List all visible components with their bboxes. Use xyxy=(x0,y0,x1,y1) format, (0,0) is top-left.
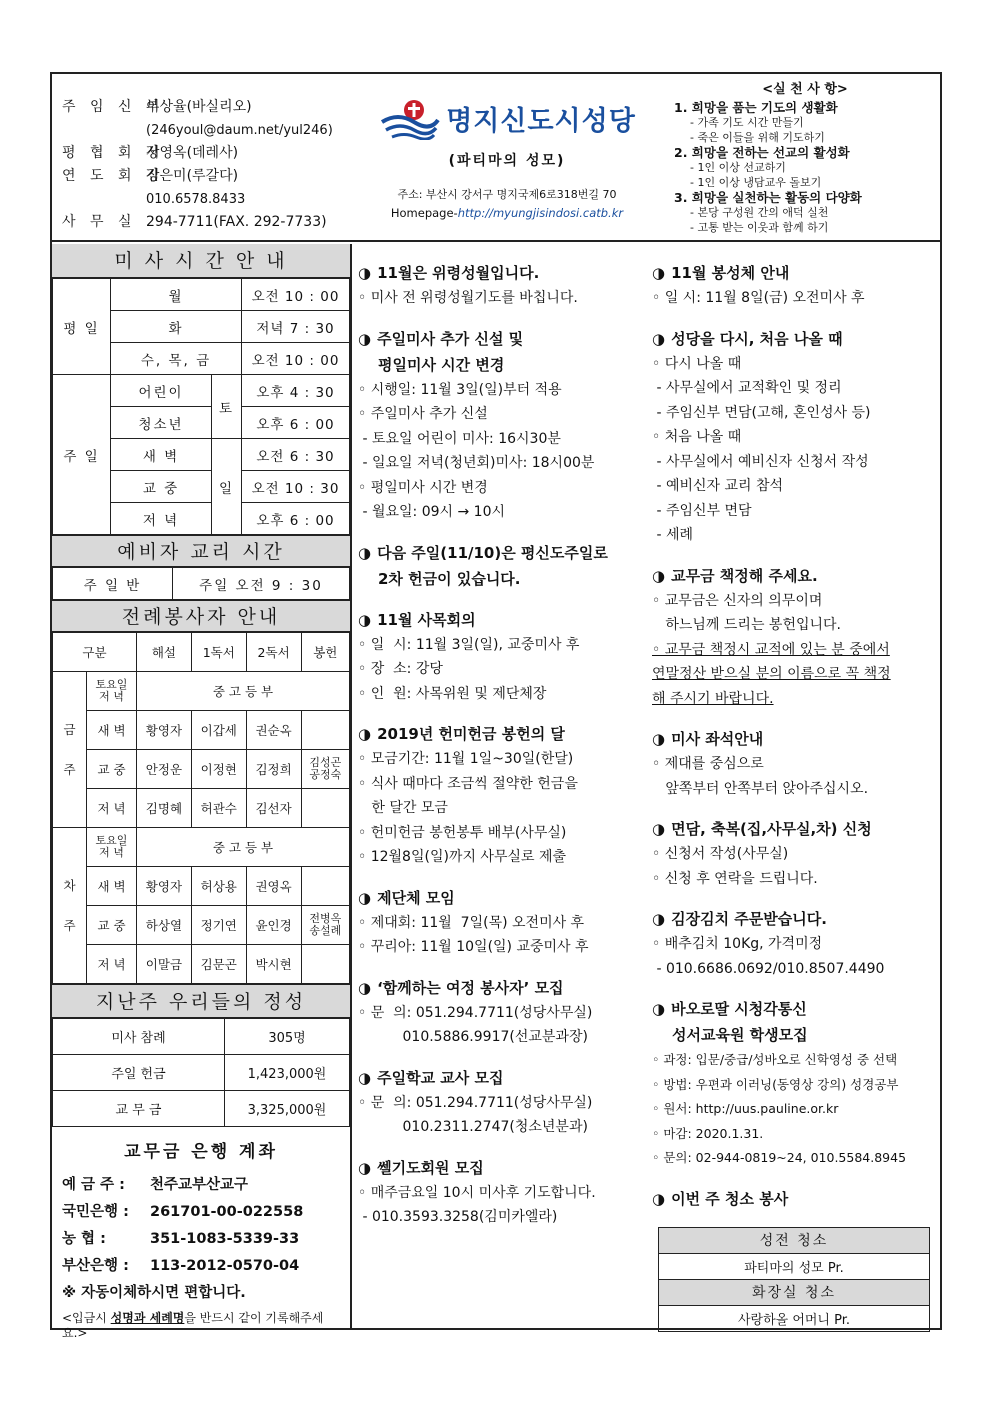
notice-line: ◦ 다시 나올 때 xyxy=(652,355,742,372)
server-group: 중 고 등 부 xyxy=(137,828,350,867)
legion-name: 김은미(루갈다) xyxy=(146,168,239,184)
table-row xyxy=(53,1019,350,1055)
notice-line: ◦ 교무금은 신자의 의무이며 xyxy=(652,592,823,609)
parish-logo-icon xyxy=(378,96,440,140)
bank-row xyxy=(62,1253,340,1280)
server-cell xyxy=(301,867,349,906)
notice-line: ◦ 장 소: 강당 xyxy=(358,661,443,677)
notice-line: ◦ 주일미사 추가 신설 xyxy=(358,406,488,422)
notice-line-underlined: ◦ 교무금 책정시 교적에 있는 분 중에서 xyxy=(652,641,890,658)
council-label: 평 협 회 장 xyxy=(62,145,165,161)
server-mass-name: 토요일 저 녁 xyxy=(87,672,137,711)
notice-line: ◦ 문 의: 051.294.7711(성당사무실) xyxy=(358,1004,593,1021)
notice-item xyxy=(652,996,942,1171)
mass-day: 화 xyxy=(111,311,242,343)
mass-time: 오전 10 : 00 xyxy=(242,279,350,311)
notice-line: ◦ 처음 나올 때 xyxy=(652,429,742,445)
parish-name: 명지신도시성당 xyxy=(446,105,636,137)
server-cell xyxy=(301,711,349,750)
table-row xyxy=(53,789,350,828)
notice-item xyxy=(358,607,650,707)
mass-name: 저 녁 xyxy=(111,503,212,535)
notice-line: 앞쪽부터 안쪽부터 앉아주십시오. xyxy=(652,780,869,797)
half-circle-bullet-icon: ◑ xyxy=(652,1000,666,1018)
notice-line: ◦ 방법: 우편과 이러닝(동영상 강의) 성경공부 xyxy=(652,1076,899,1092)
half-circle-bullet-icon: ◑ xyxy=(652,820,666,838)
notice-title xyxy=(652,996,942,1022)
notice-item xyxy=(358,1155,650,1230)
mass-times-title: 미 사 시 간 안 내 xyxy=(52,244,350,278)
server-cell: 박시현 xyxy=(246,945,301,984)
notice-line: - 월요일: 09시 → 10시 xyxy=(358,504,505,520)
practice-main: 1. 희망을 품는 기도의 생활화 xyxy=(674,100,838,115)
server-cell: 이말금 xyxy=(137,945,192,984)
cleaning-table xyxy=(658,1227,930,1332)
notice-line: ◦ 헌미헌금 봉헌봉투 배부(사무실) xyxy=(358,824,567,841)
practice-sub: - 1인 이상 냉담교우 돌보기 xyxy=(690,176,822,189)
table-row xyxy=(53,828,350,867)
server-cell: 허상용 xyxy=(191,867,246,906)
council-name: 서영옥(데레사) xyxy=(146,145,239,161)
notice-line: ◦ 과정: 입문/중급/성바오로 신학영성 중 선택 xyxy=(652,1052,898,1067)
half-circle-bullet-icon: ◑ xyxy=(652,910,666,928)
notice-line: ◦ 일 시: 11월 3일(일), 교중미사 후 xyxy=(358,636,580,653)
auto-transfer-note: ※ 자동이체하시면 편합니다. xyxy=(62,1285,246,1301)
notice-item xyxy=(358,326,650,525)
notice-line-underlined: 해 주시기 바랍니다. xyxy=(652,690,774,707)
mass-time: 오전 10 : 30 xyxy=(242,471,350,503)
practice-main: 3. 희망을 실천하는 활동의 다양화 xyxy=(674,190,862,205)
bank-value: 천주교부산교구 xyxy=(150,1177,249,1193)
notice-line: ◦ 식사 때마다 조금씩 절약한 헌금을 xyxy=(358,775,578,792)
catechumen-label: 주 일 반 xyxy=(53,568,173,600)
notice-line: ◦ 12월8일(일)까지 사무실로 제출 xyxy=(358,849,567,865)
notice-line-underlined: 연말정산 받으실 분의 이름으로 꼭 책정 xyxy=(652,666,891,682)
staff-directory xyxy=(62,96,362,234)
table-row xyxy=(53,279,350,311)
bank-label: 국민은행 : xyxy=(62,1204,129,1220)
table-row xyxy=(53,906,350,945)
table-row xyxy=(53,633,350,672)
server-cell: 김명혜 xyxy=(137,789,192,828)
legion-phone: 010.6578.8433 xyxy=(146,192,246,207)
notice-title xyxy=(652,726,942,752)
parish-patron: (파티마의 성모) xyxy=(448,153,566,169)
server-cell: 김성곤 공정숙 xyxy=(301,750,349,789)
notice-title xyxy=(358,540,650,566)
notice-line: ◦ 문의: 02-944-0819~24, 010.5584.8945 xyxy=(652,1150,907,1165)
notice-item xyxy=(652,563,942,712)
homepage-link[interactable]: http://myungjisindosi.catb.kr xyxy=(457,206,624,220)
server-cell: 정기연 xyxy=(191,906,246,945)
parish-masthead xyxy=(357,96,657,220)
notice-line: - 010.6686.0692/010.8507.4490 xyxy=(652,960,885,977)
notice-line: 한 달간 모금 xyxy=(358,800,448,816)
half-circle-bullet-icon: ◑ xyxy=(358,264,372,282)
half-circle-bullet-icon: ◑ xyxy=(358,1158,372,1177)
notice-line: - 사무실에서 교적확인 및 정리 xyxy=(652,380,842,396)
bank-value: 351-1083-5339-33 xyxy=(150,1231,300,1247)
half-circle-bullet-icon: ◑ xyxy=(652,730,666,748)
pastor-name: 이상율(바실리오) xyxy=(146,99,252,115)
mass-name: 교 중 xyxy=(111,471,212,503)
offering-label: 교 무 금 xyxy=(53,1091,225,1127)
notice-item xyxy=(358,260,650,311)
table-row xyxy=(659,1305,930,1331)
notice-item xyxy=(652,1186,942,1212)
servers-header: 1독서 xyxy=(191,633,246,672)
bulletin-header xyxy=(52,74,940,242)
table-row xyxy=(53,750,350,789)
practice-sub: - 본당 구성원 간의 애덕 실천 xyxy=(690,206,829,219)
restroom-cleaning-group: 사랑하올 어머니 Pr. xyxy=(659,1305,930,1331)
bank-label: 부산은행 : xyxy=(62,1258,129,1274)
server-cell: 허관수 xyxy=(191,789,246,828)
this-week-label: 금 주 xyxy=(53,672,87,828)
server-cell xyxy=(301,789,349,828)
catechumen-table xyxy=(52,567,350,600)
right-column xyxy=(650,244,942,1330)
office-label: 사 무 실 xyxy=(62,214,137,230)
server-group: 중 고 등 부 xyxy=(137,672,350,711)
mass-name: 새 벽 xyxy=(111,439,212,471)
notice-line: ◦ 매주금요일 10시 미사후 기도합니다. xyxy=(358,1184,596,1201)
table-row xyxy=(659,1227,930,1253)
notice-title xyxy=(358,975,650,1001)
half-circle-bullet-icon: ◑ xyxy=(358,543,372,562)
server-mass-name: 새 벽 xyxy=(87,867,137,906)
server-mass-name: 교 중 xyxy=(87,906,137,945)
notice-title xyxy=(652,563,942,589)
parish-logo-row xyxy=(357,96,657,140)
practice-item xyxy=(674,190,936,235)
notice-line: ◦ 배추김치 10Kg, 가격미정 xyxy=(652,936,823,952)
saturday-label: 토 xyxy=(212,375,242,439)
pastor-label: 주 임 신 부 xyxy=(62,99,165,115)
notice-item xyxy=(358,885,650,960)
mass-time: 오후 6 : 00 xyxy=(242,503,350,535)
left-column xyxy=(52,244,352,1340)
mass-time: 오후 4 : 30 xyxy=(242,375,350,407)
notice-line: 010.2311.2747(청소년분과) xyxy=(358,1119,588,1135)
bank-title: 교무금 은행 계좌 xyxy=(124,1142,278,1162)
parish-address: 주소: 부산시 강서구 명지국제6로318번길 70 xyxy=(397,188,617,201)
notice-title xyxy=(358,721,650,747)
bank-row xyxy=(62,1172,340,1199)
bank-value: 113-2012-0570-04 xyxy=(150,1258,300,1274)
office-phone: 294-7711(FAX. 292-7733) xyxy=(146,214,327,230)
mass-time: 저녁 7 : 30 xyxy=(242,311,350,343)
notice-line: ◦ 신청서 작성(사무실) xyxy=(652,846,789,862)
bank-row xyxy=(62,1226,340,1253)
table-row xyxy=(53,672,350,711)
notice-title xyxy=(652,816,942,842)
notice-title-text: 바오로딸 시청각통신 xyxy=(671,1000,807,1018)
offering-label: 주일 헌금 xyxy=(53,1055,225,1091)
notice-title-text: 쎌기도회원 모집 xyxy=(377,1158,484,1177)
half-circle-bullet-icon: ◑ xyxy=(652,329,666,348)
offering-value: 3,325,000원 xyxy=(225,1091,350,1127)
server-cell: 황영자 xyxy=(137,711,192,750)
notice-title-text: 면담, 축복(집,사무실,차) 신청 xyxy=(671,820,872,838)
notice-line: ◦ 미사 전 위령성월기도를 바칩니다. xyxy=(358,290,578,306)
notice-line: - 사무실에서 예비신자 신청서 작성 xyxy=(652,453,869,470)
middle-notices xyxy=(354,244,650,1230)
notice-title xyxy=(358,607,650,633)
servers-title: 전례봉사자 안내 xyxy=(52,600,350,632)
practice-main: 2. 희망을 전하는 선교의 활성화 xyxy=(674,145,850,160)
weekday-label: 평 일 xyxy=(53,279,111,375)
middle-column xyxy=(354,244,650,1330)
notice-title xyxy=(358,326,650,352)
servers-header: 해설 xyxy=(137,633,192,672)
notice-title-text: 김장김치 주문받습니다. xyxy=(671,910,827,928)
notice-item xyxy=(652,726,942,801)
homepage-line xyxy=(357,206,657,220)
table-row xyxy=(53,1091,350,1127)
server-cell: 권영옥 xyxy=(246,867,301,906)
servers-header: 2독서 xyxy=(246,633,301,672)
bank-label: 예 금 주 : xyxy=(62,1177,125,1193)
notice-title-cont: 평일미사 시간 변경 xyxy=(378,355,505,374)
servers-table xyxy=(52,632,350,984)
server-mass-name: 저 녁 xyxy=(87,945,137,984)
notice-line: ◦ 모금기간: 11월 1일~30일(한달) xyxy=(358,751,574,767)
mass-name: 청소년 xyxy=(111,407,212,439)
notice-line: 010.5886.9917(선교분과장) xyxy=(358,1029,588,1045)
practice-sub: - 1인 이상 선교하기 xyxy=(690,161,786,174)
server-mass-name: 토요일 저 녁 xyxy=(87,828,137,867)
practice-title: <실 천 사 항> xyxy=(762,82,848,97)
notice-line: - 토요일 어린이 미사: 16시30분 xyxy=(358,430,561,447)
catechumen-title: 예비자 교리 시간 xyxy=(52,535,350,567)
server-mass-name: 새 벽 xyxy=(87,711,137,750)
sanctuary-cleaning-label: 성전 청소 xyxy=(659,1227,930,1253)
catechumen-time: 주일 오전 9 : 30 xyxy=(173,568,350,600)
notice-title xyxy=(358,1065,650,1091)
bank-label: 농 협 : xyxy=(62,1231,106,1247)
sanctuary-cleaning-group: 파티마의 성모 Pr. xyxy=(659,1253,930,1279)
bank-account-box xyxy=(52,1127,350,1341)
half-circle-bullet-icon: ◑ xyxy=(652,264,666,282)
bulletin-page xyxy=(50,72,942,1340)
deposit-note-emphasis: 성명과 세례명 xyxy=(110,1311,185,1325)
offering-table xyxy=(52,1018,350,1127)
notice-title-text: 11월 사목회의 xyxy=(377,610,476,629)
notice-item xyxy=(652,906,942,981)
sunday-day-label: 일 xyxy=(212,439,242,535)
mass-time: 오후 6 : 00 xyxy=(242,407,350,439)
notice-title-text: 다음 주일(11/10)은 평신도주일로 xyxy=(377,543,608,562)
sunday-label: 주 일 xyxy=(53,375,111,535)
notice-item xyxy=(358,540,650,592)
notice-title xyxy=(358,1155,650,1181)
notice-title-text: 2019년 헌미헌금 봉헌의 달 xyxy=(377,725,565,743)
server-cell: 김문곤 xyxy=(191,945,246,984)
notice-item xyxy=(652,260,942,311)
notice-title-text: 11월 봉성체 안내 xyxy=(671,264,790,282)
notice-title-text: 미사 좌석안내 xyxy=(671,730,764,748)
notice-line: ◦ 시행일: 11월 3일(일)부터 적용 xyxy=(358,381,562,398)
half-circle-bullet-icon: ◑ xyxy=(358,888,372,907)
half-circle-bullet-icon: ◑ xyxy=(652,1189,666,1208)
notice-title-cont: 2차 헌금이 있습니다. xyxy=(378,569,521,588)
server-cell: 김정희 xyxy=(246,750,301,789)
notice-item xyxy=(652,816,942,891)
notice-line: - 주임신부 면담 xyxy=(652,502,752,519)
server-cell xyxy=(301,945,349,984)
notice-line: - 주임신부 면담(고해, 혼인성사 등) xyxy=(652,404,871,421)
half-circle-bullet-icon: ◑ xyxy=(652,566,666,585)
server-cell: 황영자 xyxy=(137,867,192,906)
servers-header: 봉헌 xyxy=(301,633,349,672)
notice-title xyxy=(652,260,942,286)
notice-line: ◦ 인 원: 사목위원 및 제단체장 xyxy=(358,685,547,702)
notice-title xyxy=(358,885,650,911)
notice-title-text: 성당을 다시, 처음 나올 때 xyxy=(671,329,843,348)
table-row xyxy=(659,1279,930,1305)
offering-label: 미사 참례 xyxy=(53,1019,225,1055)
notice-item xyxy=(358,1065,650,1140)
server-cell: 전병옥 송설례 xyxy=(301,906,349,945)
table-row xyxy=(53,1055,350,1091)
notice-title-cont: 성서교육원 학생모집 xyxy=(672,1026,808,1044)
notice-title-text: 이번 주 청소 봉사 xyxy=(671,1189,789,1208)
half-circle-bullet-icon: ◑ xyxy=(358,978,372,997)
notice-line: ◦ 마감: 2020.1.31. xyxy=(652,1125,764,1141)
practice-item xyxy=(674,145,936,190)
bank-value: 261701-00-022558 xyxy=(150,1204,304,1220)
table-row xyxy=(53,867,350,906)
half-circle-bullet-icon: ◑ xyxy=(358,1068,372,1087)
notice-title-text: 교무금 책정해 주세요. xyxy=(671,566,818,585)
next-week-label: 차 주 xyxy=(53,828,87,984)
notice-line: ◦ 제대회: 11월 7일(목) 오전미사 후 xyxy=(358,914,585,931)
server-cell: 윤인경 xyxy=(246,906,301,945)
restroom-cleaning-label: 화장실 청소 xyxy=(659,1279,930,1305)
notice-line: ◦ 문 의: 051.294.7711(성당사무실) xyxy=(358,1094,593,1111)
legion-label: 연 도 회 장 xyxy=(62,168,165,184)
notice-line: ◦ 제대를 중심으로 xyxy=(652,756,764,772)
server-mass-name: 저 녁 xyxy=(87,789,137,828)
notice-title xyxy=(652,1186,942,1212)
mass-time: 오전 10 : 00 xyxy=(242,343,350,375)
server-cell: 이정현 xyxy=(191,750,246,789)
practice-sub: - 죽은 이들을 위해 기도하기 xyxy=(690,131,825,144)
deposit-note-post: 을 반드시 같이 기록해주세요.> xyxy=(62,1311,324,1340)
mass-day: 월 xyxy=(111,279,242,311)
notice-title xyxy=(652,326,942,352)
bank-row xyxy=(62,1199,340,1226)
notice-line: 하느님께 드리는 봉헌입니다. xyxy=(652,617,841,633)
server-mass-name: 교 중 xyxy=(87,750,137,789)
notice-line: - 세례 xyxy=(652,527,694,543)
server-cell: 이갑세 xyxy=(191,711,246,750)
notice-line: - 예비신자 교리 참석 xyxy=(652,478,784,494)
table-row xyxy=(53,375,350,407)
half-circle-bullet-icon: ◑ xyxy=(358,610,372,629)
notice-line: ◦ 평일미사 시간 변경 xyxy=(358,479,488,496)
notice-title-text: 주일미사 추가 신설 및 xyxy=(377,329,524,348)
mass-name: 어린이 xyxy=(111,375,212,407)
notice-line: - 010.3593.3258(김미카엘라) xyxy=(358,1209,558,1225)
notice-title-text: 주일학교 교사 모집 xyxy=(377,1068,504,1087)
offering-title: 지난주 우리들의 정성 xyxy=(52,984,350,1018)
notice-title xyxy=(358,260,650,286)
offering-value: 1,423,000원 xyxy=(225,1055,350,1091)
notice-title-text: 제단체 모임 xyxy=(377,888,455,907)
table-row xyxy=(659,1253,930,1279)
notice-line: - 일요일 저녁(청년회)미사: 18시00분 xyxy=(358,455,595,471)
practice-sub: - 가족 기도 시간 만들기 xyxy=(690,116,804,129)
half-circle-bullet-icon: ◑ xyxy=(358,725,372,743)
practice-item xyxy=(674,100,936,145)
pastor-contact: (246youl@daum.net/yul246) xyxy=(146,123,333,138)
notice-title-text: ‘함께하는 여정 봉사자’ 모집 xyxy=(377,978,564,997)
notice-line: ◦ 원서: http://uus.pauline.or.kr xyxy=(652,1101,839,1116)
table-row xyxy=(53,711,350,750)
notice-item xyxy=(358,721,650,870)
practice-box xyxy=(674,82,936,235)
notice-title-text: 11월은 위령성월입니다. xyxy=(377,264,540,282)
server-cell: 하상열 xyxy=(137,906,192,945)
deposit-note-pre: <입금시 xyxy=(62,1311,111,1325)
notice-line: ◦ 꾸리아: 11월 10일(일) 교중미사 후 xyxy=(358,939,589,955)
table-row xyxy=(53,945,350,984)
notice-title xyxy=(652,906,942,932)
notice-line: ◦ 신청 후 연락을 드립니다. xyxy=(652,870,818,887)
server-cell: 안정운 xyxy=(137,750,192,789)
servers-header: 구분 xyxy=(53,633,137,672)
practice-sub: - 고통 받는 이웃과 함께 하기 xyxy=(690,221,829,234)
mass-day: 수, 목, 금 xyxy=(111,343,242,375)
mass-time: 오전 6 : 30 xyxy=(242,439,350,471)
notice-line: ◦ 일 시: 11월 8일(금) 오전미사 후 xyxy=(652,290,865,306)
deposit-note xyxy=(62,1311,340,1341)
mass-times-table xyxy=(52,278,350,535)
right-notices xyxy=(650,244,942,1212)
notice-item xyxy=(652,326,942,548)
offering-value: 305명 xyxy=(225,1019,350,1055)
notice-item xyxy=(358,975,650,1050)
server-cell: 권순옥 xyxy=(246,711,301,750)
server-cell: 김선자 xyxy=(246,789,301,828)
half-circle-bullet-icon: ◑ xyxy=(358,329,372,348)
homepage-label: Homepage- xyxy=(390,206,458,220)
table-row xyxy=(53,568,350,600)
